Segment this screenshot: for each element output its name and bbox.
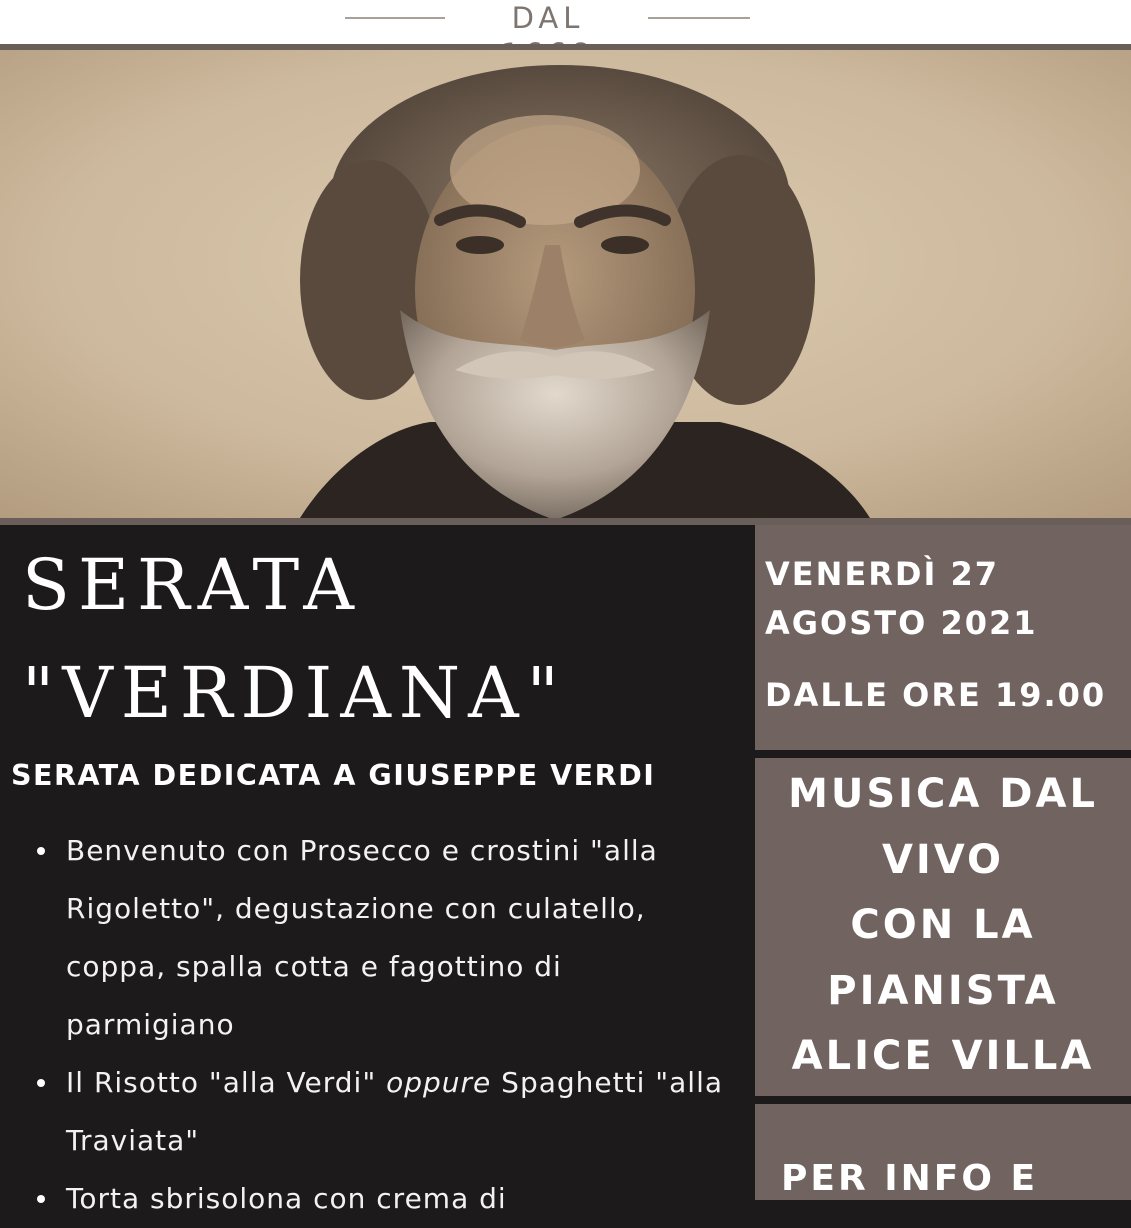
music-line-2: VIVO: [881, 837, 1005, 883]
menu-item-emphasis: oppure: [386, 1066, 492, 1099]
menu-item-text-a: Il Risotto "alla Verdi": [66, 1066, 387, 1099]
header-bar: [0, 0, 1131, 44]
menu-item-text: Torta sbrisolona con crema di: [66, 1182, 507, 1215]
menu-item: [0, 822, 731, 1054]
menu-item: [0, 1054, 731, 1170]
music-line-3: CON LA: [850, 902, 1036, 948]
event-title-line-1: SERATA: [22, 544, 362, 626]
menu-item-text-b: Spaghetti "alla Traviata": [66, 1066, 724, 1157]
info-box: [755, 1104, 1131, 1200]
music-box: [755, 758, 1131, 1096]
menu-list: [0, 822, 745, 1228]
event-time: DALLE ORE 19.00: [765, 676, 1107, 714]
header-divider-left: [345, 17, 445, 19]
music-line-1: MUSICA DAL: [788, 771, 1098, 817]
event-subtitle: SERATA DEDICATA A GIUSEPPE VERDI: [11, 759, 656, 792]
header-divider-right: [648, 17, 750, 19]
event-title-line-2: "VERDIANA": [22, 652, 567, 734]
event-date-line-1: VENERDÌ 27: [765, 555, 1000, 593]
music-line-5: ALICE VILLA: [791, 1033, 1095, 1079]
event-date-line-2: AGOSTO 2021: [765, 604, 1038, 642]
info-text: PER INFO E: [781, 1158, 1039, 1199]
menu-item: [0, 1170, 731, 1228]
header-tagline: DAL: [511, 1, 585, 35]
portrait-divider: [0, 518, 1131, 525]
menu-item-text: Benvenuto con Prosecco e crostini "alla Rigoletto", degustazione con culatello, coppa, spalla cotta e fagottino di parmigiano: [66, 834, 658, 1041]
date-box: [755, 525, 1131, 750]
music-line-4: PIANISTA: [827, 968, 1059, 1014]
portrait-photo: [0, 50, 1131, 518]
